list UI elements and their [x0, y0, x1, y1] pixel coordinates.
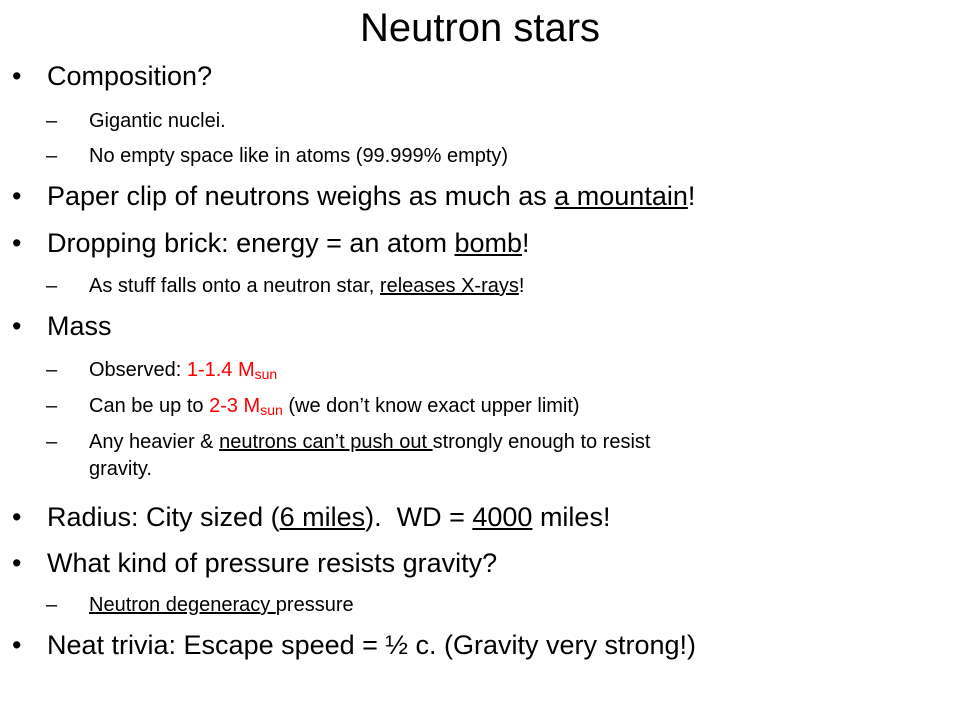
text-run: strongly enough to resist: [432, 431, 651, 453]
subbullet-text: [89, 273, 524, 299]
text-run: Dropping brick: energy = an atom: [47, 228, 455, 258]
underlined-text: 6 miles: [279, 502, 366, 532]
text-run: !: [518, 275, 525, 297]
bullet-text: Neat trivia: Escape speed = ½ c. (Gravity very strong!): [47, 630, 697, 660]
dash-icon: –: [46, 395, 58, 417]
bullet-text: Composition?: [47, 61, 213, 91]
subbullet-text: gravity.: [89, 458, 152, 480]
bullet-text: [47, 179, 695, 213]
subbullet-text: [89, 429, 650, 455]
text-run: miles!: [532, 502, 611, 532]
text-run: pressure: [275, 594, 354, 616]
underlined-text: a mountain: [554, 181, 688, 211]
bullet-text: [47, 500, 610, 534]
bullet-icon: •: [12, 61, 22, 91]
dash-icon: –: [46, 110, 58, 132]
text-run: Paper clip of neutrons weighs as much as: [47, 181, 555, 211]
underlined-text: 4000: [472, 502, 533, 532]
underlined-text: neutrons can’t push out: [219, 431, 433, 453]
text-run: Can be up to: [89, 395, 210, 417]
mass-value: [209, 395, 283, 417]
bullet-icon: •: [12, 311, 22, 341]
subbullet-text: [89, 393, 580, 419]
bullet-text: What kind of pressure resists gravity?: [47, 548, 498, 578]
bullet-text: [47, 226, 530, 260]
slide-title: Neutron stars: [359, 6, 601, 50]
bullet-icon: •: [12, 630, 22, 660]
dash-icon: –: [46, 145, 58, 167]
mass-value: [187, 359, 277, 381]
text-run: Radius: City sized (: [47, 502, 280, 532]
underlined-text: releases X-rays: [379, 275, 519, 297]
text-run: (we don’t know exact upper limit): [282, 395, 580, 417]
subbullet-text: No empty space like in atoms (99.999% empty): [89, 145, 509, 167]
dash-icon: –: [46, 359, 58, 381]
subbullet-text: [89, 592, 354, 618]
text-run: ). WD =: [365, 502, 473, 532]
subbullet-text: [89, 357, 277, 383]
text-run: Any heavier &: [89, 431, 220, 453]
text-run: 1-1.4 M: [186, 359, 255, 381]
text-run: Observed:: [89, 359, 187, 381]
text-run: !: [522, 228, 530, 258]
bullet-icon: •: [12, 548, 22, 578]
text-run: !: [687, 181, 696, 211]
dash-icon: –: [46, 275, 58, 297]
dash-icon: –: [46, 594, 58, 616]
subscript: sun: [254, 366, 278, 382]
subscript: sun: [260, 402, 283, 418]
bullet-icon: •: [12, 181, 22, 211]
text-run: As stuff falls onto a neutron star,: [89, 275, 380, 297]
underlined-text: Neutron degeneracy: [89, 594, 276, 616]
dash-icon: –: [46, 431, 58, 453]
bullet-icon: •: [12, 502, 22, 532]
bullet-icon: •: [12, 228, 22, 258]
subbullet-text: Gigantic nuclei.: [89, 110, 226, 132]
text-run: 2-3 M: [209, 395, 261, 417]
underlined-text: bomb: [454, 228, 523, 258]
bullet-text: Mass: [47, 311, 112, 341]
